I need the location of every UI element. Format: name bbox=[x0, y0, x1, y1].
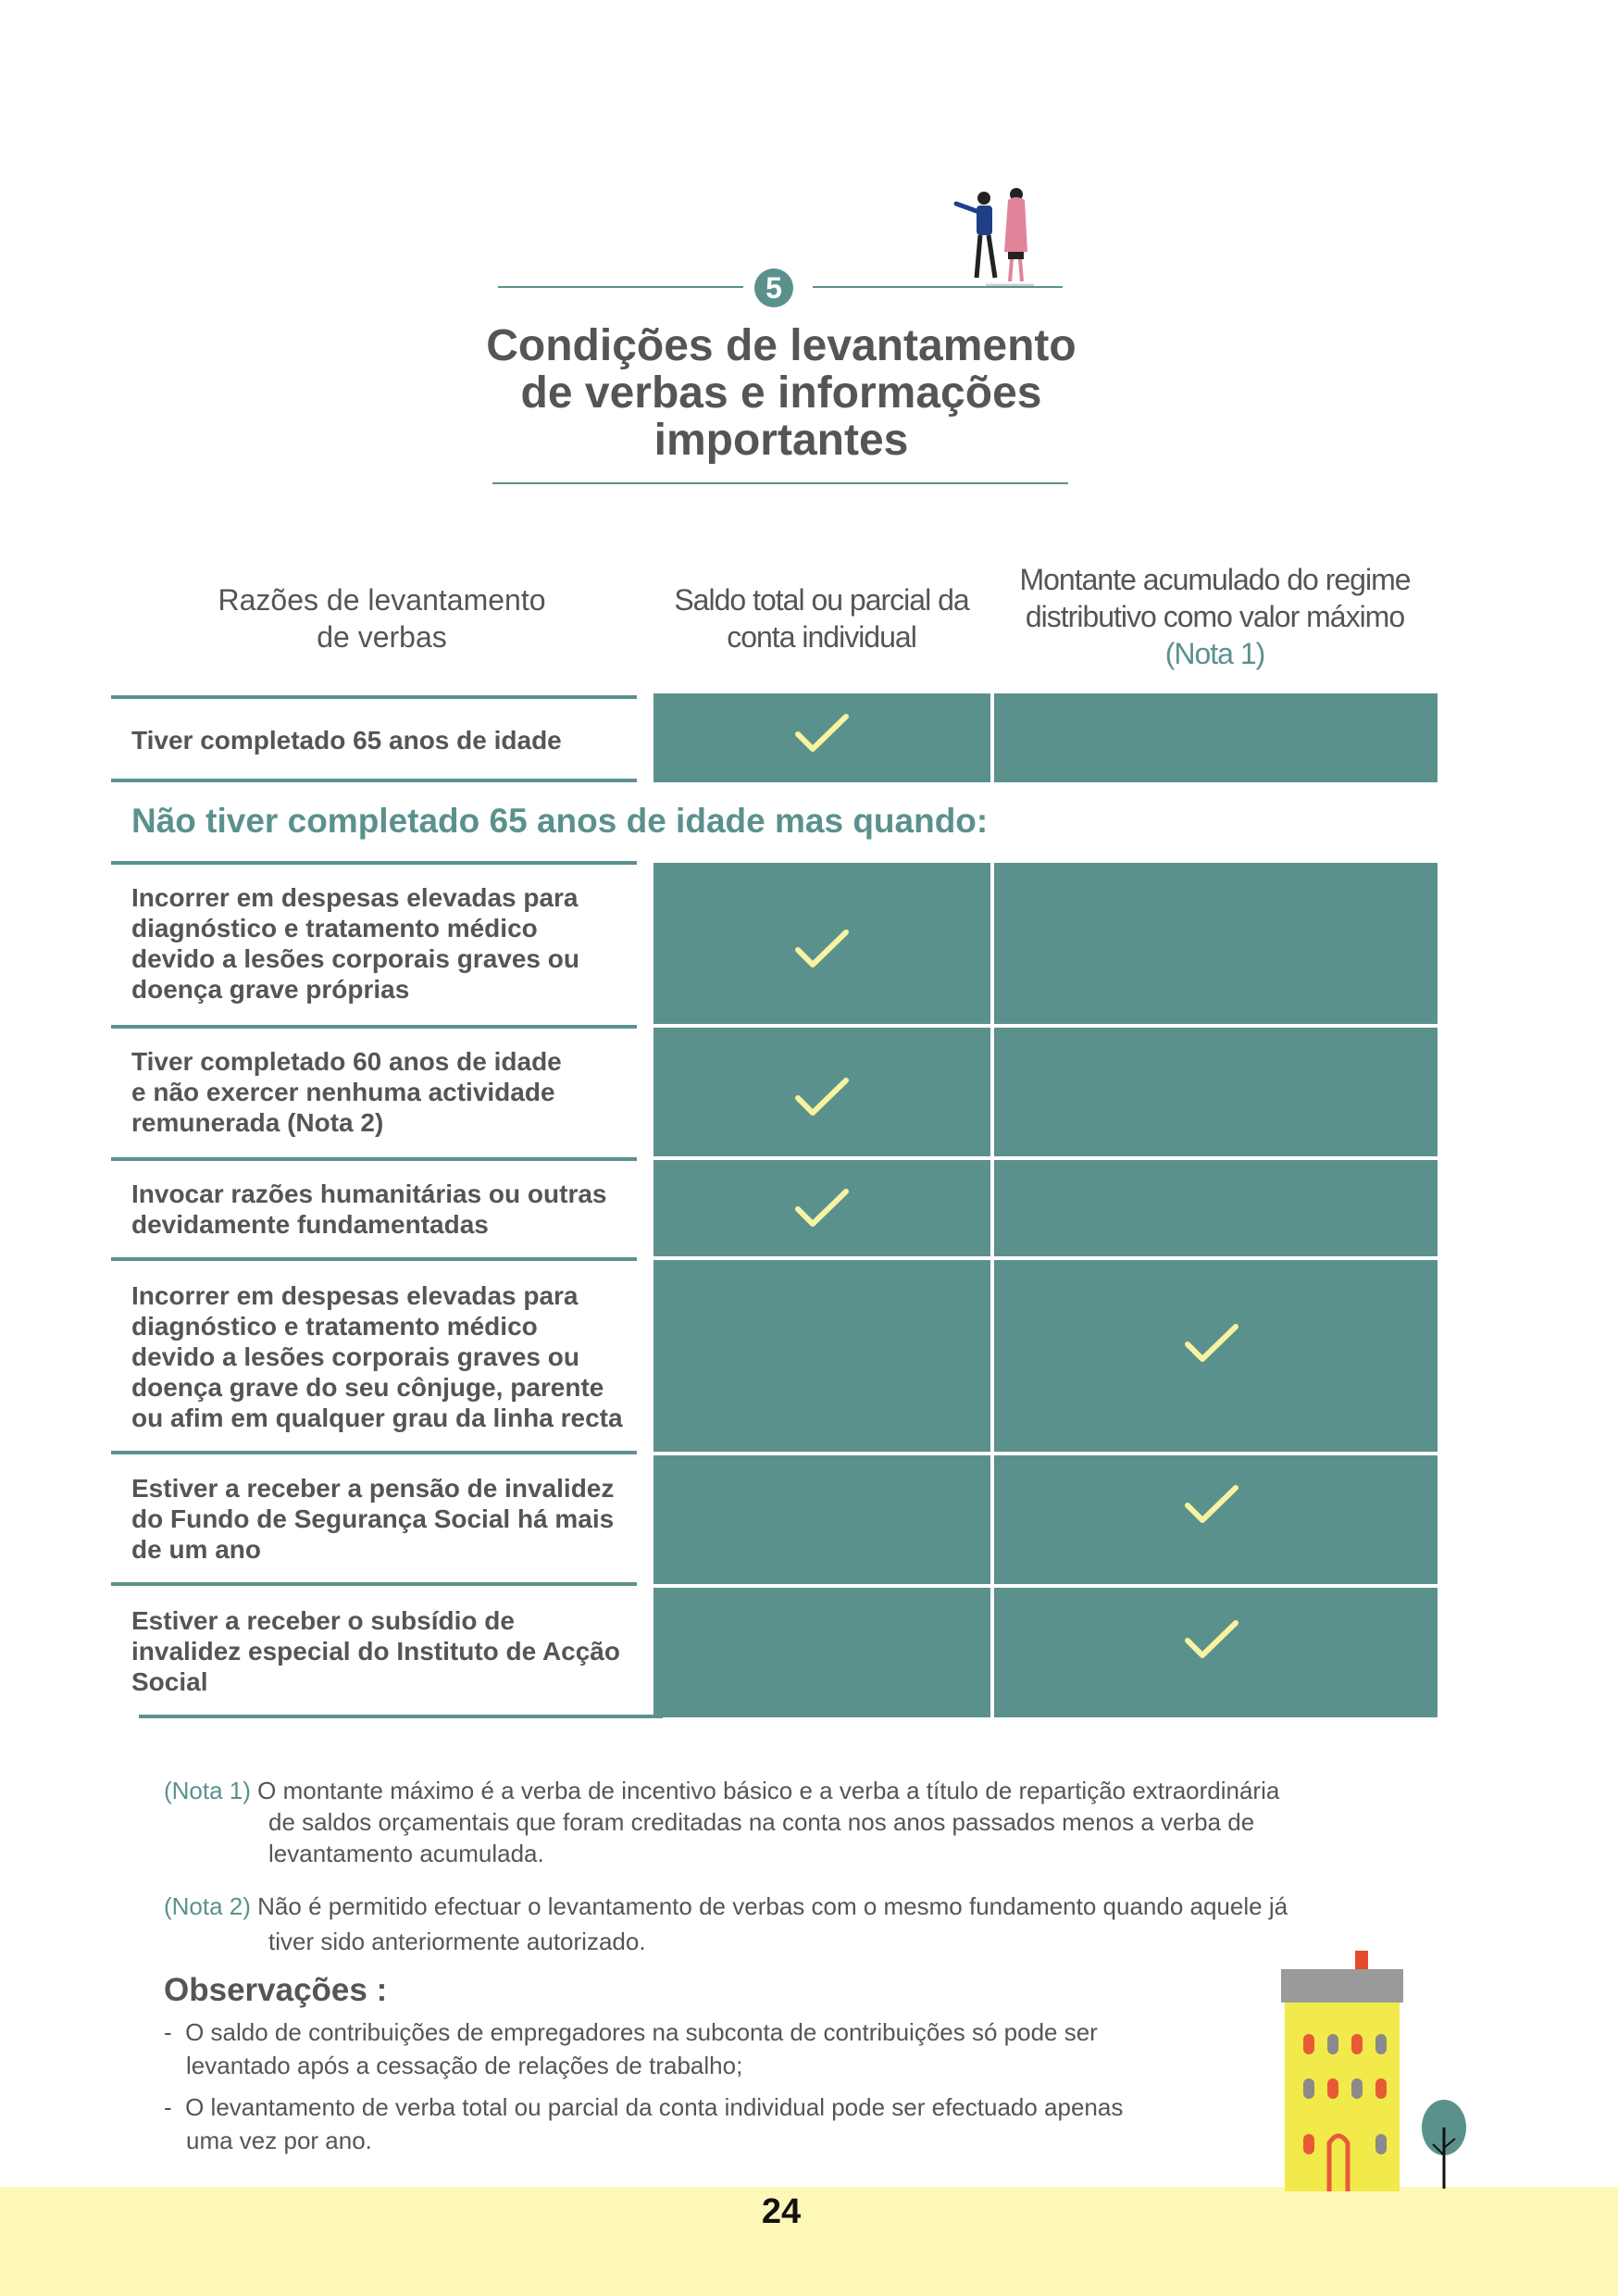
check-icon bbox=[794, 1187, 850, 1229]
check-icon bbox=[794, 1076, 850, 1117]
reason-row-4: Incorrer em despesas elevadas para diagnóstico e tratamento médico devido a lesões corporais graves ou doença grave do seu cônjuge, parente ou afim em qualquer grau da linha recta bbox=[131, 1281, 623, 1432]
cell-row2-col3 bbox=[994, 1028, 1438, 1156]
header-rule-left bbox=[498, 286, 743, 288]
note-2-label: (Nota 2) bbox=[164, 1892, 251, 1920]
check-icon bbox=[794, 928, 850, 969]
row-separator bbox=[111, 779, 637, 782]
people-illustration bbox=[949, 185, 1041, 289]
column-header-distributive-regime: Montante acumulado do regime distributivo como valor máximo (Nota 1) bbox=[995, 561, 1435, 672]
row-separator bbox=[111, 1582, 637, 1586]
page-number: 24 bbox=[761, 2192, 802, 2231]
reason-first-row: Tiver completado 65 anos de idade bbox=[131, 726, 562, 755]
cell-row1-col3 bbox=[994, 863, 1438, 1024]
row-separator bbox=[111, 1157, 637, 1161]
row-separator bbox=[111, 1451, 637, 1454]
title-underline bbox=[492, 482, 1068, 484]
reason-row-6: Estiver a receber o subsídio de invalidez especial do Instituto de Acção Social bbox=[131, 1606, 620, 1696]
check-icon bbox=[1184, 1618, 1239, 1660]
reason-row-1: Incorrer em despesas elevadas para diagnóstico e tratamento médico devido a lesões corporais graves ou doença grave próprias bbox=[131, 883, 579, 1004]
reason-row-5: Estiver a receber a pensão de invalidez do Fundo de Segurança Social há mais de um ano bbox=[131, 1474, 615, 1564]
note-1: (Nota 1) O montante máximo é a verba de incentivo básico e a verba a título de repartição extraordinária de saldos orçamentais que foram creditadas na conta nos anos passados menos a verba de levantamento acumulada. bbox=[164, 1777, 1280, 1867]
observations-title: Observações : bbox=[164, 1972, 388, 2008]
check-icon bbox=[794, 712, 850, 754]
section-number-badge: 5 bbox=[754, 268, 793, 307]
row-separator bbox=[139, 1715, 663, 1718]
check-icon bbox=[1184, 1322, 1239, 1364]
note-2: (Nota 2) Não é permitido efectuar o levantamento de verbas com o mesmo fundamento quando aquele já tiver sido anteriormente autorizado. bbox=[164, 1892, 1288, 1955]
row-separator bbox=[111, 695, 637, 699]
cell-first-col3 bbox=[994, 693, 1438, 782]
reason-row-2: Tiver completado 60 anos de idade e não exercer nenhuma actividade remunerada (Nota 2) bbox=[131, 1047, 562, 1137]
header-rule-right bbox=[813, 286, 1063, 288]
cell-row3-col3 bbox=[994, 1160, 1438, 1256]
observation-item: - O saldo de contribuições de empregadores na subconta de contribuições só pode ser levantado após a cessação de relações de trabalho; bbox=[164, 2018, 1098, 2079]
column-header-reasons: Razões de levantamento de verbas bbox=[218, 583, 546, 654]
row-separator bbox=[111, 1025, 637, 1029]
column-header-individual-balance: Saldo total ou parcial da conta individual bbox=[674, 583, 969, 654]
row-separator bbox=[111, 861, 637, 865]
building-illustration bbox=[1277, 1949, 1407, 2191]
note-1-label: (Nota 1) bbox=[164, 1777, 251, 1804]
cell-row4-col2 bbox=[653, 1260, 990, 1452]
reason-row-3: Invocar razões humanitárias ou outras devidamente fundamentadas bbox=[131, 1179, 607, 1239]
check-icon bbox=[1184, 1483, 1239, 1525]
row-separator bbox=[111, 1257, 637, 1261]
section-heading-under-65: Não tiver completado 65 anos de idade mas quando: bbox=[131, 802, 989, 840]
observation-item: - O levantamento de verba total ou parcial da conta individual pode ser efectuado apenas uma vez por ano. bbox=[164, 2093, 1124, 2154]
note-1-reference: (Nota 1) bbox=[1164, 637, 1265, 670]
tree-illustration bbox=[1416, 2090, 1472, 2192]
cell-row5-col2 bbox=[653, 1455, 990, 1584]
page-title: Condições de levantamento de verbas e informações importantes bbox=[486, 321, 1077, 465]
cell-row6-col2 bbox=[653, 1588, 990, 1717]
